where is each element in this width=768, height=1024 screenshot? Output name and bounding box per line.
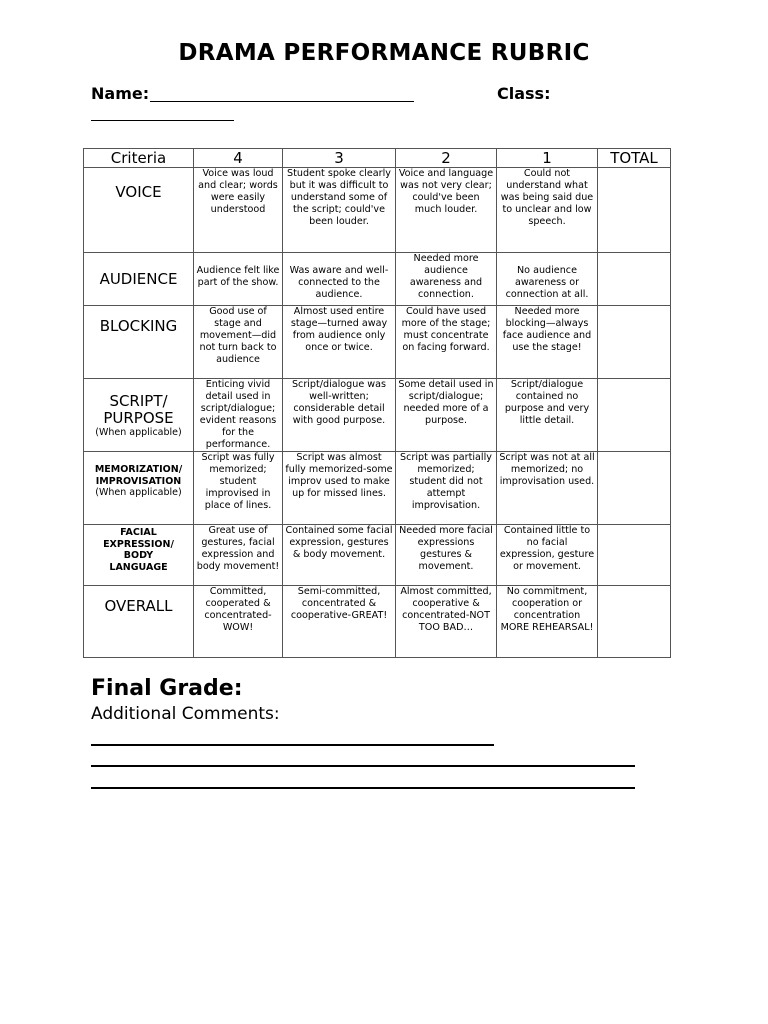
class-label: Class: — [497, 84, 551, 103]
table-row — [84, 452, 671, 525]
comment-line — [91, 787, 635, 789]
score-2-cell: Almost committed, cooperative & concentrated-NOT TOO BAD… — [396, 586, 497, 658]
comment-line — [91, 744, 494, 746]
score-3-cell: Contained some facial expression, gestures & body movement. — [283, 525, 396, 586]
score-3-cell: Script was almost fully memorized-some improv used to make up for missed lines. — [283, 452, 396, 525]
total-cell[interactable] — [598, 586, 671, 658]
criteria-label: VOICE — [115, 183, 162, 201]
criteria-cell — [84, 253, 194, 306]
score-1-cell: No audience awareness or connection at all. — [497, 253, 598, 306]
header-criteria: Criteria — [84, 149, 194, 168]
comment-line — [91, 765, 635, 767]
score-4-cell: Good use of stage and movement—did not turn back to audience — [194, 306, 283, 379]
score-1-cell: No commitment, cooperation or concentration MORE REHEARSAL! — [497, 586, 598, 658]
page-title: DRAMA PERFORMANCE RUBRIC — [178, 40, 590, 66]
score-4-cell: Script was fully memorized; student improvised in place of lines. — [194, 452, 283, 525]
final-grade-label: Final Grade: — [91, 676, 243, 701]
rubric-table — [83, 148, 671, 658]
score-2-cell: Needed more audience awareness and connection. — [396, 253, 497, 306]
score-3-cell: Semi-committed, concentrated & cooperative-GREAT! — [283, 586, 396, 658]
score-1-cell: Could not understand what was being said due to unclear and low speech. — [497, 168, 598, 253]
score-1-cell: Needed more blocking—always face audience and use the stage! — [497, 306, 598, 379]
header-score-1: 1 — [497, 149, 598, 168]
table-row — [84, 586, 671, 658]
score-1-cell: Contained little to no facial expression, gesture or movement. — [497, 525, 598, 586]
criteria-cell — [84, 586, 194, 658]
header-total: TOTAL — [598, 149, 671, 168]
criteria-label: MEMORIZATION/ IMPROVISATION — [94, 464, 183, 487]
criteria-cell — [84, 379, 194, 452]
name-label: Name: — [91, 84, 150, 103]
criteria-label: OVERALL — [104, 597, 173, 615]
name-blank-line — [150, 101, 414, 102]
additional-comments-label: Additional Comments: — [91, 704, 280, 724]
header-score-3: 3 — [283, 149, 396, 168]
score-3-cell: Was aware and well-connected to the audience. — [283, 253, 396, 306]
score-2-cell: Script was partially memorized; student did not attempt improvisation. — [396, 452, 497, 525]
class-blank-line — [91, 120, 234, 121]
score-4-cell: Great use of gestures, facial expression and body movement! — [194, 525, 283, 586]
total-cell[interactable] — [598, 306, 671, 379]
header-score-2: 2 — [396, 149, 497, 168]
table-row — [84, 253, 671, 306]
score-3-cell: Script/dialogue was well-written; considerable detail with good purpose. — [283, 379, 396, 452]
table-row — [84, 525, 671, 586]
total-cell[interactable] — [598, 525, 671, 586]
criteria-cell — [84, 452, 194, 525]
total-cell[interactable] — [598, 379, 671, 452]
total-cell[interactable] — [598, 253, 671, 306]
criteria-label: FACIAL EXPRESSION/ BODY LANGUAGE — [103, 527, 174, 573]
criteria-cell — [84, 306, 194, 379]
score-1-cell: Script was not at all memorized; no improvisation used. — [497, 452, 598, 525]
score-2-cell: Could have used more of the stage; must concentrate on facing forward. — [396, 306, 497, 379]
score-4-cell: Voice was loud and clear; words were easily understood — [194, 168, 283, 253]
score-2-cell: Voice and language was not very clear; could've been much louder. — [396, 168, 497, 253]
score-2-cell: Some detail used in script/dialogue; needed more of a purpose. — [396, 379, 497, 452]
table-row — [84, 168, 671, 253]
score-3-cell: Student spoke clearly but it was difficult to understand some of the script; could've been louder. — [283, 168, 396, 253]
criteria-label: BLOCKING — [99, 317, 178, 335]
criteria-cell — [84, 168, 194, 253]
table-header-row — [84, 149, 671, 168]
table-row — [84, 379, 671, 452]
score-3-cell: Almost used entire stage—turned away from audience only once or twice. — [283, 306, 396, 379]
table-row — [84, 306, 671, 379]
criteria-label: SCRIPT/ PURPOSE — [103, 391, 174, 427]
score-4-cell: Committed, cooperated & concentrated-WOW! — [194, 586, 283, 658]
score-2-cell: Needed more facial expressions gestures & movement. — [396, 525, 497, 586]
criteria-note: (When applicable) — [95, 426, 182, 438]
score-4-cell: Audience felt like part of the show. — [194, 253, 283, 306]
header-score-4: 4 — [194, 149, 283, 168]
total-cell[interactable] — [598, 452, 671, 525]
score-1-cell: Script/dialogue contained no purpose and very little detail. — [497, 379, 598, 452]
total-cell[interactable] — [598, 168, 671, 253]
criteria-note: (When applicable) — [95, 487, 182, 498]
criteria-label: AUDIENCE — [99, 269, 178, 288]
score-4-cell: Enticing vivid detail used in script/dialogue; evident reasons for the performance. — [194, 379, 283, 452]
criteria-cell — [84, 525, 194, 586]
